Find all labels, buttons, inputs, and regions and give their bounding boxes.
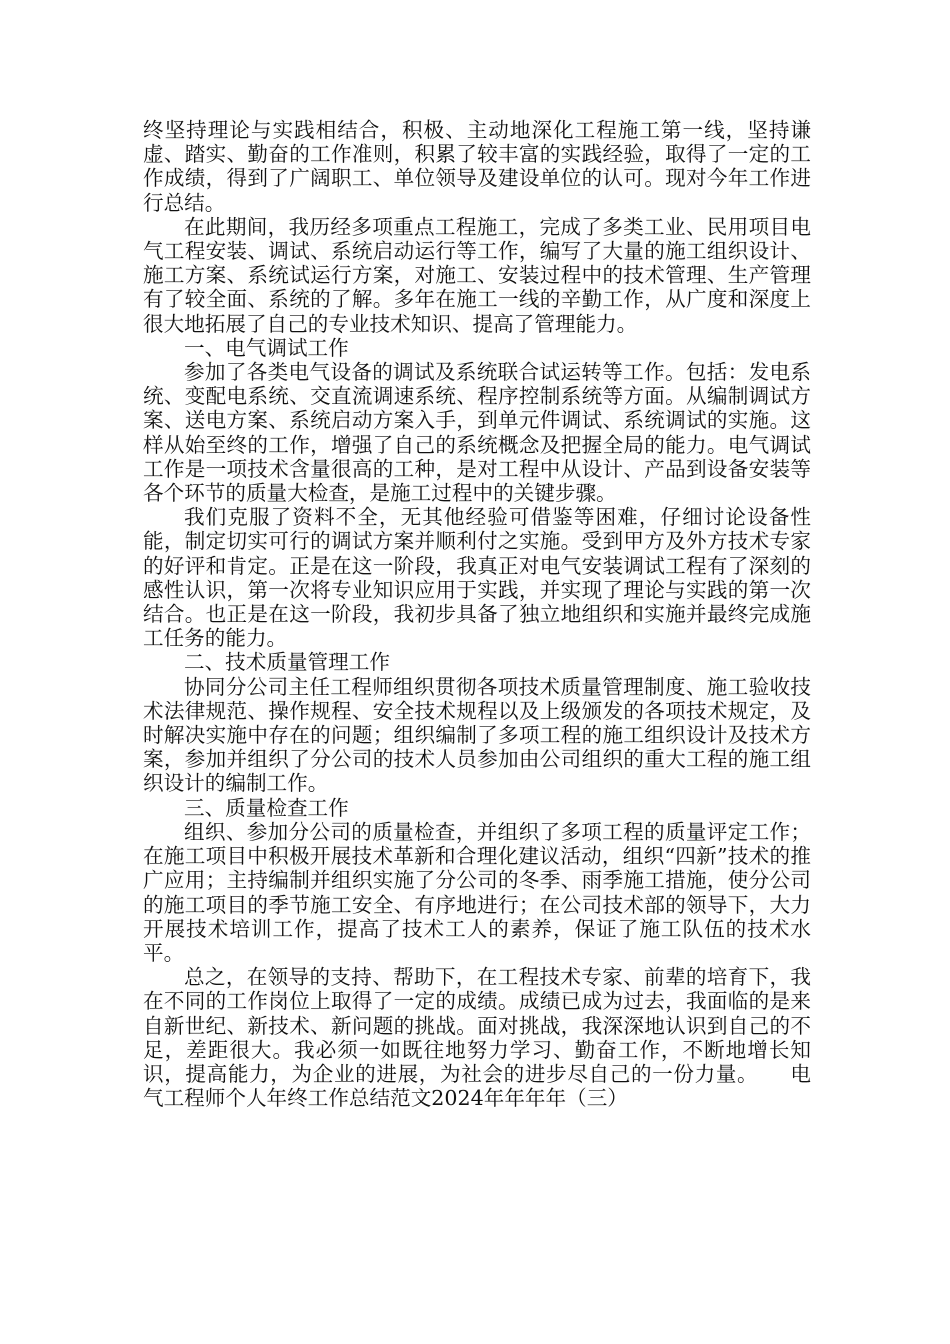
section-heading-quality-management: 二、技术质量管理工作 — [184, 650, 390, 675]
paragraph-experience: 在此期间，我历经多项重点工程施工，完成了多类工业、民用项目电气工程安装、调试、系统启动运行等工作，编写了大量的施工组织设计、施工方案、系统试运行方案，对施工、安装过程中的技术管理、生产管理有了较全面、系统的了解。多年在施工一线的辛勤工作，从广度和深度上很大地拓展了自己的专业技术知识、提高了管理能力。 — [143, 214, 811, 336]
paragraph-conclusion: 总之，在领导的支持、帮助下，在工程技术专家、前辈的培育下，我在不同的工作岗位上取得了一定的成绩。成绩已成为过去，我面临的是来自新世纪、新技术、新问题的挑战。面对挑战，我深深地认识到自己的不足，差距很大。我必须一如既往地努力学习、勤奋工作，不断地增长知识，提高能力，为企业的进展，为社会的进步尽自己的一份力量。 电气工程师个人年终工作总结范文2024年年年年（三） — [143, 965, 811, 1111]
section-heading-quality-inspection: 三、质量检查工作 — [184, 795, 349, 820]
paragraph-quality-management: 协同分公司主任工程师组织贯彻各项技术质量管理制度、施工验收技术法律规范、操作规程、安全技术规程以及上级颁发的各项技术规定，及时解决实施中存在的问题；组织编制了多项工程的施工组织设计及技术方案，参加并组织了分公司的技术人员参加由公司组织的重大工程的施工组织设计的编制工作。 — [143, 674, 811, 796]
document-body — [143, 118, 811, 1110]
paragraph-debugging-work: 参加了各类电气设备的调试及系统联合试运转等工作。包括：发电系统、变配电系统、交直流调速系统、程序控制系统等方面。从编制调试方案、送电方案、系统启动方案入手，到单元件调试、系统调试的实施。这样从始至终的工作，增强了自己的系统概念及把握全局的能力。电气调试工作是一项技术含量很高的工种，是对工程中从设计、产品到设备安装等各个环节的质量大检查，是施工过程中的关键步骤。 — [143, 360, 811, 506]
section-heading-electrical-debugging: 一、电气调试工作 — [184, 335, 349, 360]
paragraph-continuation: 终坚持理论与实践相结合，积极、主动地深化工程施工第一线，坚持谦虚、踏实、勤奋的工作准则，积累了较丰富的实践经验，取得了一定的工作成绩，得到了广阔职工、单位领导及建设单位的认可。现对今年工作进行总结。 — [143, 118, 811, 215]
paragraph-quality-inspection: 组织、参加分公司的质量检查，并组织了多项工程的质量评定工作；在施工项目中积极开展技术革新和合理化建议活动，组织“四新”技术的推广应用；主持编制并组织实施了分公司的冬季、雨季施工措施，使分公司的施工项目的季节施工安全、有序地进行；在公司技术部的领导下，大力开展技术培训工作，提高了技术工人的素养，保证了施工队伍的技术水平。 — [143, 819, 811, 965]
paragraph-overcoming-difficulties: 我们克服了资料不全，无其他经验可借鉴等困难，仔细讨论设备性能，制定切实可行的调试方案并顺利付之实施。受到甲方及外方技术专家的好评和肯定。正是在这一阶段，我真正对电气安装调试工程有了深刻的感性认识，第一次将专业知识应用于实践，并实现了理论与实践的第一次结合。也正是在这一阶段，我初步具备了独立地组织和实施并最终完成施工任务的能力。 — [143, 505, 811, 651]
